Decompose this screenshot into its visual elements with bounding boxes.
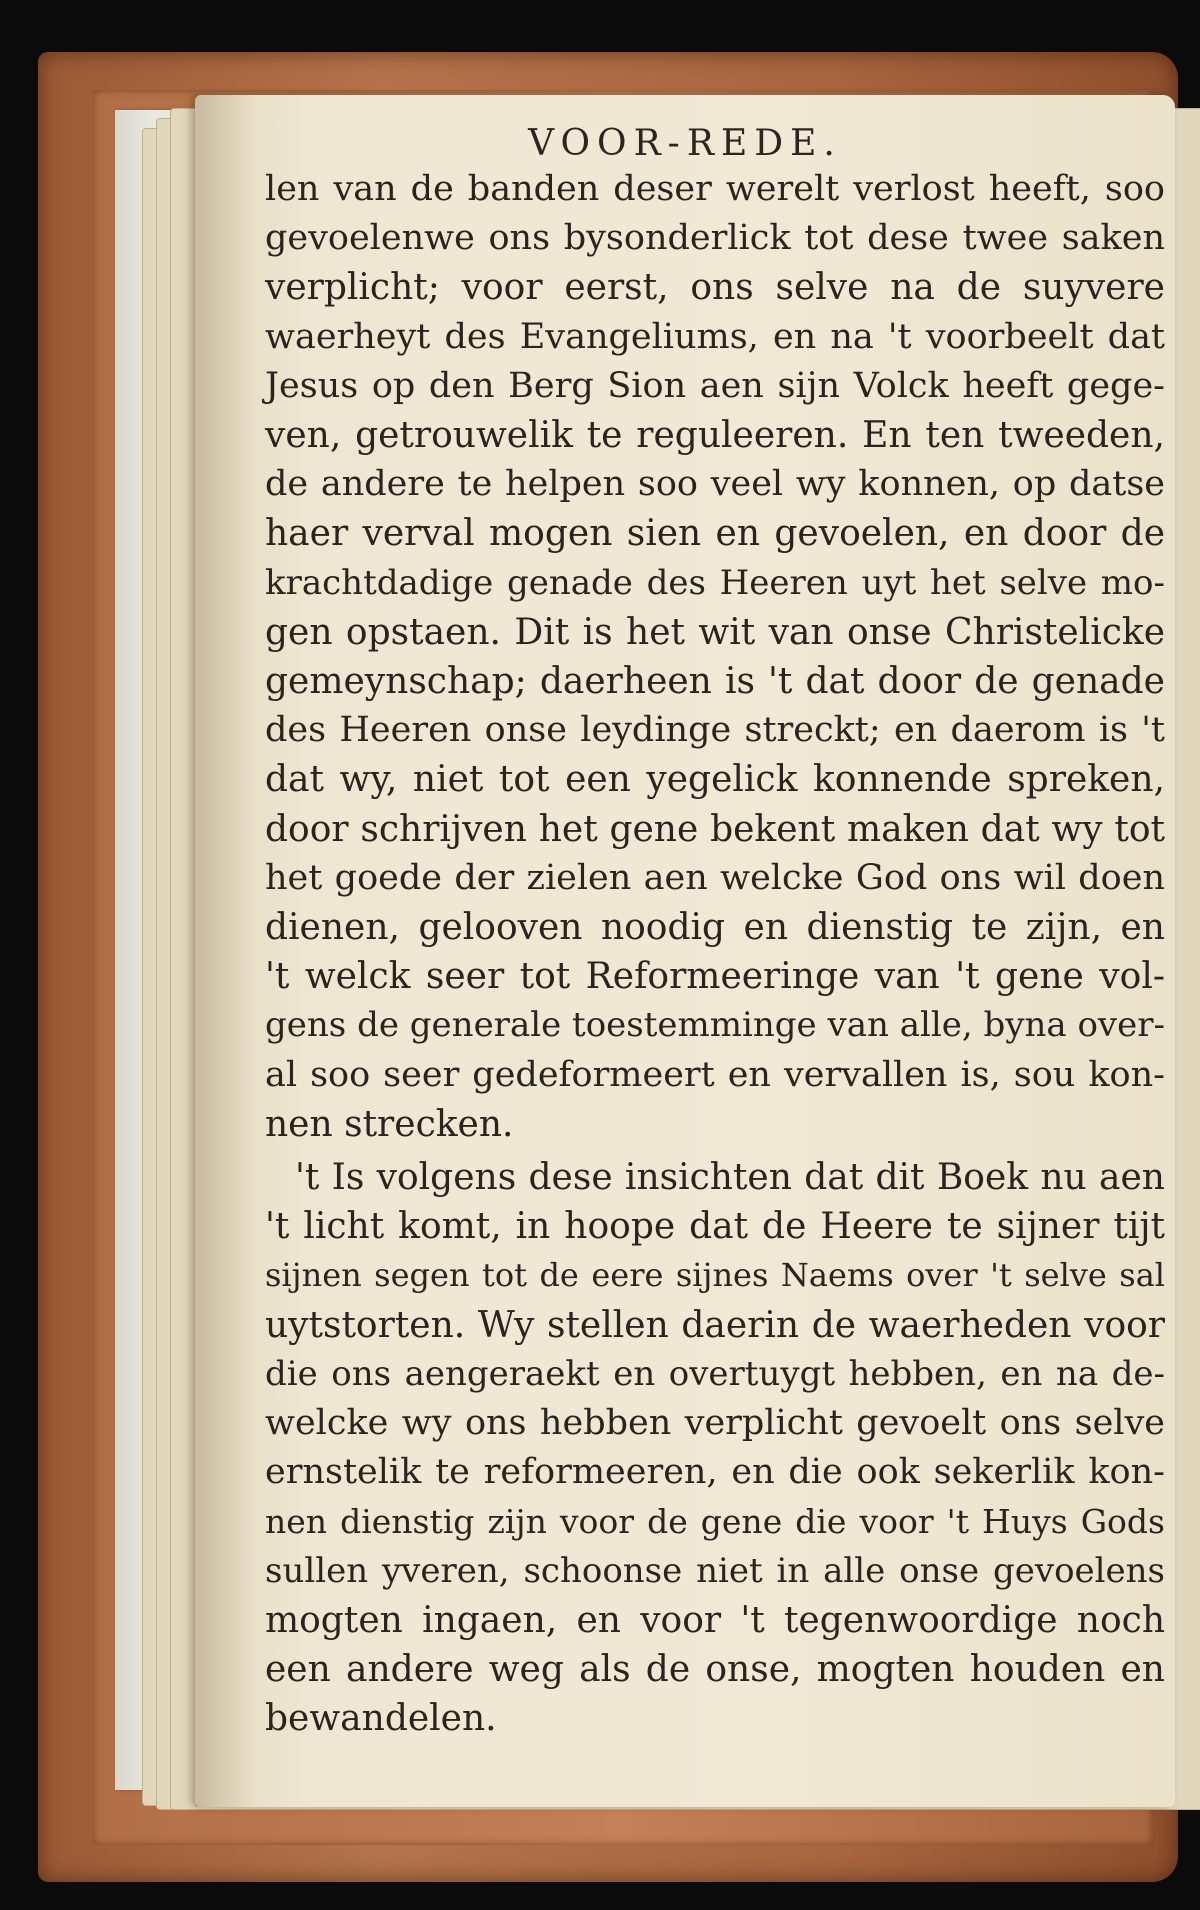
- text-line: de andere te helpen soo veel wy konnen, op datse: [265, 464, 1165, 505]
- text-line: door schrijven het gene bekent maken dat wy tot: [265, 808, 1165, 850]
- gutter-shadow: [195, 95, 255, 1807]
- text-line: gen opstaen. Dit is het wit van onse Christelicke: [265, 611, 1165, 653]
- text-line: die ons aengeraekt en overtuygt hebben, en na de-: [265, 1353, 1165, 1394]
- text-line: Jesus op den Berg Sion aen sijn Volck heeft gege-: [265, 365, 1165, 406]
- text-line: gens de generale toestemminge van alle, byna over-: [265, 1005, 1165, 1046]
- text-line: sullen yveren, schoonse niet in alle onse gevoelens: [265, 1550, 1165, 1591]
- text-line: het goede der zielen aen welcke God ons wil doen: [265, 857, 1165, 898]
- text-line: len van de banden deser werelt verlost heeft, soo: [265, 169, 1165, 209]
- running-header: VOOR-REDE.: [528, 123, 842, 164]
- text-line: nen dienstig zijn voor de gene die voor 't Huys Gods: [265, 1502, 1165, 1542]
- paragraph-1: [265, 165, 1165, 1149]
- paragraph-2: [265, 1153, 1165, 1743]
- text-line: haer verval mogen sien en gevoelen, en door de: [265, 513, 1165, 555]
- text-line: sijnen segen tot de eere sijnes Naems over 't selve sal: [265, 1256, 1165, 1295]
- text-line: krachtdadige genade des Heeren uyt het selve mo-: [265, 562, 1165, 603]
- book-page: [195, 95, 1175, 1807]
- text-line: ernstelik te reformeeren, en die ook sekerlik kon-: [265, 1452, 1165, 1493]
- text-line: verplicht; voor eerst, ons selve na de suyvere: [265, 267, 1165, 309]
- text-line: uytstorten. Wy stellen daerin de waerheden voor: [265, 1304, 1165, 1346]
- text-line: des Heeren onse leydinge streckt; en daerom is 't: [265, 710, 1165, 751]
- text-line: dienen, gelooven noodig en dienstig te zijn, en: [265, 907, 1165, 949]
- text-line: al soo seer gedeformeert en vervallen is, sou kon-: [265, 1054, 1165, 1095]
- text-line: gevoelenwe ons bysonderlick tot dese twee saken: [265, 218, 1165, 259]
- text-line: nen strecken.: [265, 1103, 514, 1145]
- text-line: waerheyt des Evangeliums, en na 't voorbeelt dat: [265, 316, 1165, 357]
- text-line: welcke wy ons hebben verplicht gevoelt ons selve: [265, 1403, 1165, 1444]
- text-line: ven, getrouwelik te reguleeren. En ten tweeden,: [265, 415, 1165, 457]
- text-line: mogten ingaen, en voor 't tegenwoordige noch: [265, 1599, 1165, 1641]
- text-line: 't licht komt, in hoope dat de Heere te sijner tijt: [265, 1206, 1165, 1248]
- text-line: dat wy, niet tot een yegelick konnende spreken,: [265, 759, 1165, 801]
- text-line: 't welck seer tot Reformeeringe van 't gene vol-: [265, 956, 1165, 998]
- text-line: een andere weg als de onse, mogten houden en: [265, 1649, 1165, 1691]
- page-text: [265, 165, 1165, 1744]
- text-line: gemeynschap; daerheen is 't dat door de genade: [265, 661, 1165, 703]
- text-line: 't Is volgens dese insichten dat dit Boek nu aen: [295, 1157, 1165, 1199]
- text-line: bewandelen.: [265, 1698, 497, 1740]
